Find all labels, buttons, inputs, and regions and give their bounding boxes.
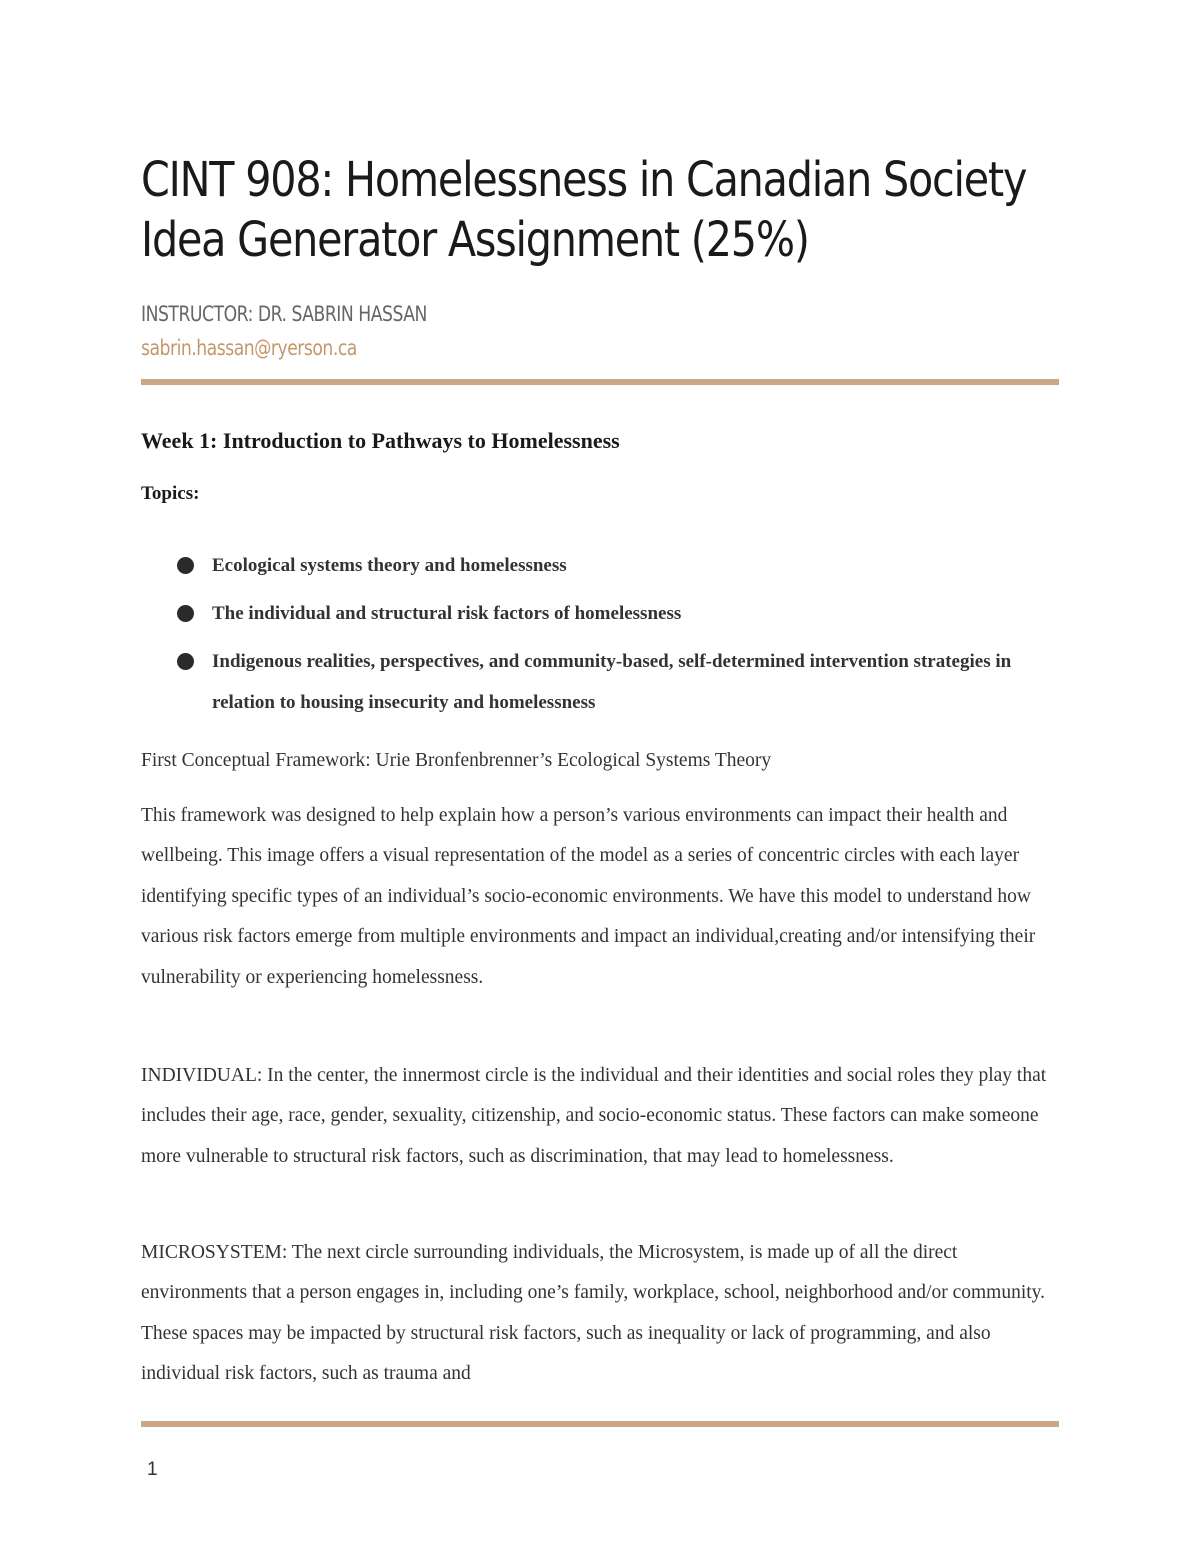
- title-line-1: CINT 908: Homelessness in Canadian Society: [141, 152, 1027, 208]
- title-line-2: Idea Generator Assignment (25%): [141, 212, 809, 268]
- topic-item: [141, 545, 1061, 586]
- instructor-name: INSTRUCTOR: DR. SABRIN HASSAN: [141, 302, 427, 326]
- instructor-email: sabrin.hassan@ryerson.ca: [141, 336, 357, 360]
- topic-item: [141, 593, 1061, 634]
- topic-item: [141, 641, 1061, 723]
- bullet-dot-icon: [177, 605, 194, 622]
- week-heading: Week 1: Introduction to Pathways to Homelessness: [141, 428, 620, 453]
- page-number: 1: [147, 1459, 158, 1480]
- topics-label: Topics:: [141, 483, 200, 504]
- microsystem-paragraph: MICROSYSTEM: The next circle surrounding individuals, the Microsystem, is made up of all the direct environments that a person engages in, including one’s family, workplace, school, neighborhood and/or community. These spaces may be impacted by structural risk factors, such as inequality or lack of programming, and also individual risk factors, such as trauma and: [141, 1242, 1046, 1385]
- bullet-dot-icon: [177, 557, 194, 574]
- framework-paragraph: This framework was designed to help explain how a person’s various environments can impact their health and wellbeing. This image offers a visual representation of the model as a series of concentric circles with each layer identifying specific types of an individual’s socio-economic environments. We have this model to understand how various risk factors emerge from multiple environments and impact an individual,creating and/or intensifying their vulnerability or experiencing homelessness.: [141, 805, 1036, 988]
- document-title: [141, 150, 1027, 270]
- topics-list: [141, 545, 1061, 730]
- topic-text: Ecological systems theory and homelessness: [212, 555, 567, 576]
- topic-text: Indigenous realities, perspectives, and community-based, self-determined intervention strategies in relation to housing insecurity and homelessness: [212, 651, 1012, 713]
- framework-title: First Conceptual Framework: Urie Bronfenbrenner’s Ecological Systems Theory: [141, 750, 772, 771]
- footer-divider: [141, 1421, 1059, 1427]
- bullet-dot-icon: [177, 653, 194, 670]
- individual-paragraph: INDIVIDUAL: In the center, the innermost circle is the individual and their identities and social roles they play that includes their age, race, gender, sexuality, citizenship, and socio-economic status. These factors can make someone more vulnerable to structural risk factors, such as discrimination, that may lead to homelessness.: [141, 1065, 1047, 1167]
- header-divider: [141, 379, 1059, 385]
- topic-text: The individual and structural risk factors of homelessness: [212, 603, 682, 624]
